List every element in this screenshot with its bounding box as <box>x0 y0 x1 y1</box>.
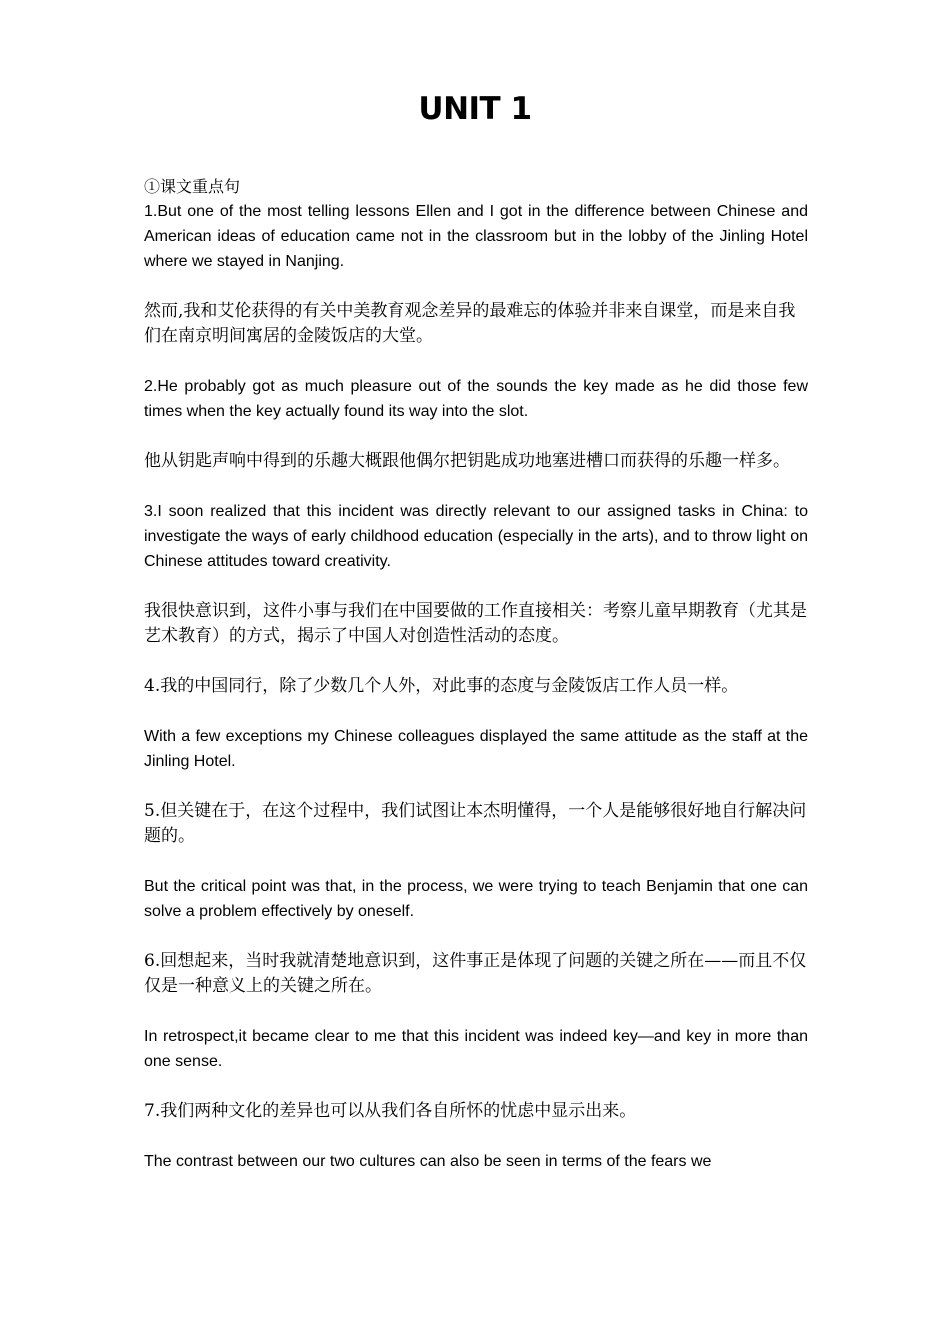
sentence-3-english: 3.I soon realized that this incident was directly relevant to our assigned tasks in China: to investigate the ways of early childhood education (especially in the arts), and to throw light on Chinese attitudes toward creativity. <box>144 503 808 570</box>
sentence-6-english: In retrospect,it became clear to me that this incident was indeed key—and key in more than one sense. <box>144 1028 808 1070</box>
sentence-4-english: With a few exceptions my Chinese colleagues displayed the same attitude as the staff at the Jinling Hotel. <box>144 728 808 770</box>
sentence-2-chinese: 他从钥匙声响中得到的乐趣大概跟他偶尔把钥匙成功地塞进槽口而获得的乐趣一样多。 <box>144 451 790 471</box>
sentence-1-chinese: 然而,我和艾伦获得的有关中美教育观念差异的最难忘的体验并非来自课堂，而是来自我们在南京明间寓居的金陵饭店的大堂。 <box>144 301 796 346</box>
section-label: ①课文重点句 <box>144 177 241 196</box>
sentence-5-chinese: 5.但关键在于，在这个过程中，我们试图让本杰明懂得，一个人是能够很好地自行解决问题的。 <box>144 801 807 846</box>
document-body <box>144 174 808 1174</box>
page-title: UNIT 1 <box>418 91 532 127</box>
sentence-4-chinese: 4.我的中国同行，除了少数几个人外，对此事的态度与金陵饭店工作人员一样。 <box>144 676 739 696</box>
sentence-5-english: But the critical point was that, in the process, we were trying to teach Benjamin that one can solve a problem effectively by oneself. <box>144 878 808 920</box>
sentence-1-english: 1.But one of the most telling lessons Ellen and I got in the difference between Chinese and American ideas of education came not in the classroom but in the lobby of the Jinling Hotel where we stayed in Nanjing. <box>144 203 808 270</box>
sentence-2-english: 2.He probably got as much pleasure out of the sounds the key made as he did those few times when the key actually found its way into the slot. <box>144 378 808 420</box>
sentence-3-chinese: 我很快意识到，这件小事与我们在中国要做的工作直接相关：考察儿童早期教育（尤其是艺术教育）的方式，揭示了中国人对创造性活动的态度。 <box>144 601 807 646</box>
sentence-7-chinese: 7.我们两种文化的差异也可以从我们各自所怀的忧虑中显示出来。 <box>144 1101 637 1121</box>
sentence-6-chinese: 6.回想起来，当时我就清楚地意识到，这件事正是体现了问题的关键之所在——而且不仅仅是一种意义上的关键之所在。 <box>144 951 807 996</box>
sentence-7-english: The contrast between our two cultures can also be seen in terms of the fears we <box>144 1153 712 1170</box>
